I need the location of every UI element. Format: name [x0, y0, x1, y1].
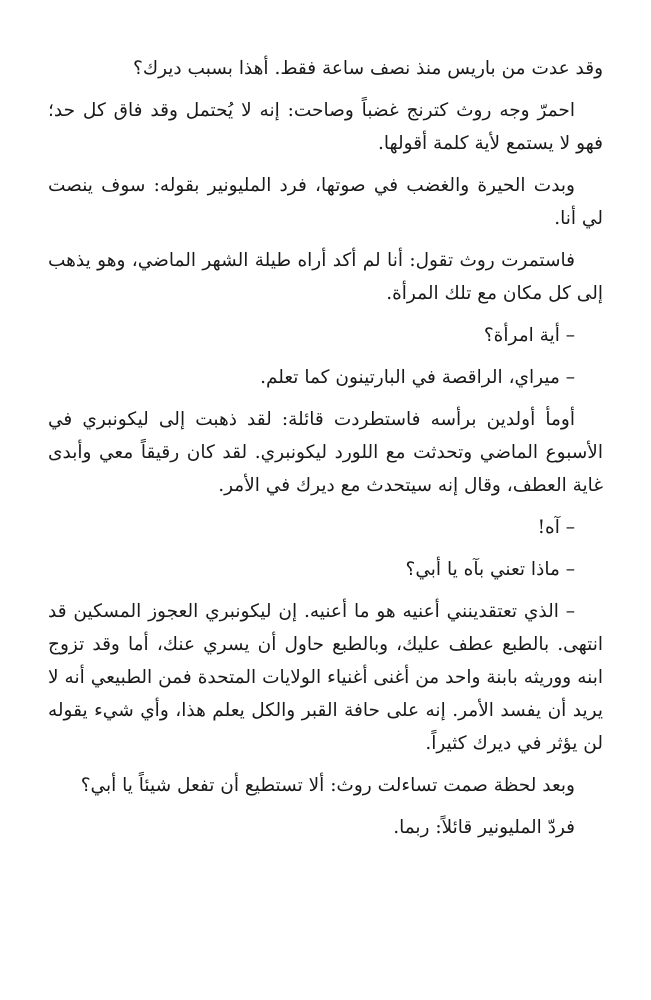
dialogue-line-3: – آه! — [537, 517, 575, 538]
dialogue-line-4: – ماذا تعني بآه يا أبي؟ — [405, 559, 575, 580]
dialogue-line-1: – أية امرأة؟ — [483, 325, 575, 346]
paragraph-4: فاستمرت روث تقول: أنا لم أكد أراه طيلة الشهر الماضي، وهو يذهب إلى كل مكان مع تلك المرأة. — [48, 250, 603, 304]
paragraph-6: وبعد لحظة صمت تساءلت روث: ألا تستطيع أن تفعل شيئاً يا أبي؟ — [80, 775, 575, 796]
paragraph-3: وبدت الحيرة والغضب في صوتها، فرد المليونير بقوله: سوف ينصت لي أنا. — [48, 175, 603, 229]
paragraph-7: فردّ المليونير قائلاً: ربما. — [393, 817, 575, 838]
dialogue-line-2: – ميراي، الراقصة في البارتينون كما تعلم. — [260, 367, 575, 388]
paragraph-5: أومأ أولدين برأسه فاستطردت قائلة: لقد ذهبت إلى ليكونبري في الأسبوع الماضي وتحدثت مع اللورد ليكونبري. لقد كان رقيقاً معي وأبدى غاية العطف، وقال إنه سيتحدث مع ديرك في الأمر. — [48, 409, 603, 496]
dialogue-line-5: – الذي تعتقدينني أعنيه هو ما أعنيه. إن ليكونبري العجوز المسكين قد انتهى. بالطبع عطف عليك، وبالطبع حاول أن يسري عنك، أما وقد تزوج ابنه ووريثه بابنة واحد من أغنى أغنياء الولايات المتحدة فمن الطبيعي أنه لا يريد أن يفسد الأمر. إنه على حافة القبر والكل يعلم هذا، وأي شيء يقوله لن يؤثر في ديرك كثيراً. — [48, 601, 603, 754]
paragraph-2: احمرّ وجه روث كترنج غضباً وصاحت: إنه لا يُحتمل وقد فاق كل حد؛ فهو لا يستمع لأية كلمة أقولها. — [48, 100, 603, 154]
paragraph-1: وقد عدت من باريس منذ نصف ساعة فقط. أهذا بسبب ديرك؟ — [133, 58, 603, 79]
book-page — [48, 52, 603, 1000]
